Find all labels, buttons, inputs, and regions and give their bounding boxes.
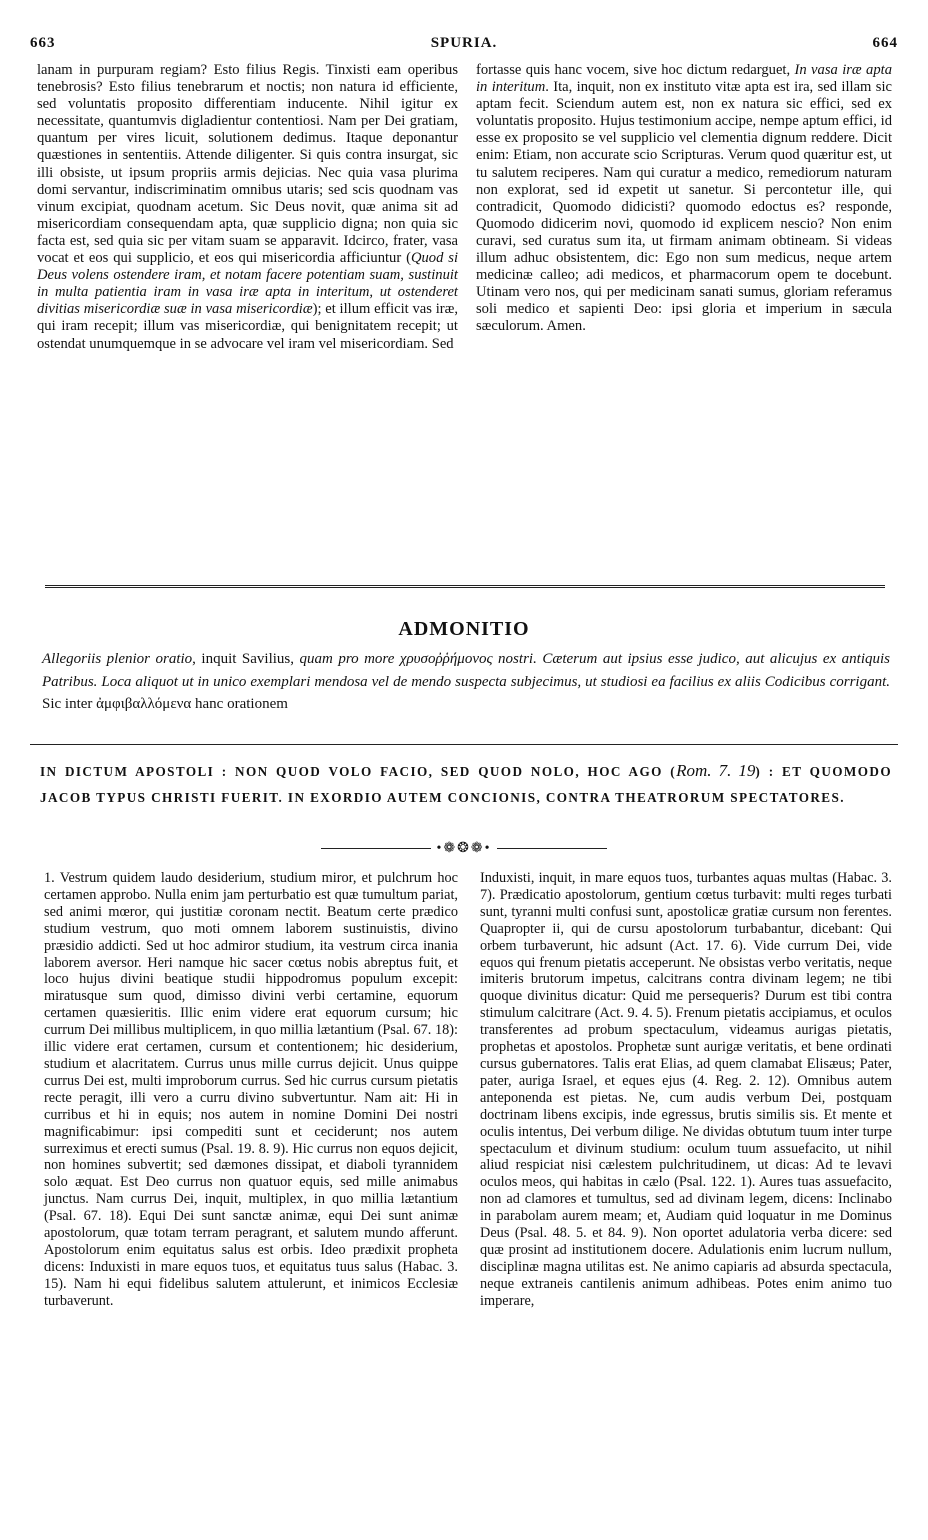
section-divider-rule — [45, 585, 885, 588]
bottom-left-column — [44, 870, 458, 1310]
ornament-line-right — [497, 848, 607, 849]
top-right-text — [476, 62, 892, 336]
admonitio-part-4: Sic inter ἀμφιβαλλόμενα hanc orationem — [42, 696, 288, 712]
top-right-body-2: . Ita, inquit, non ex instituto vitæ apta est ira, sed illam sic aptam fecit. Sciendum autem est, non ex natura sic effici, sed ex voluntatis proposito. Hujus testimonium accipe, nempe aptum effici, id esse ex proposito se vel supplicio vel clementia dignum reddere. Dicit enim: Etiam, non accurate scio Scripturas. Verum quod quæritur est, ut tu salutem reciperes. Nam qui curatur a medico, remediorum naturam non explorat, sed id expetit ut sanetur. Si percontetur ille, qui contradicit, Quomodo didicisti? quomodo edoctus es? responde, Quomodo didicerim novi, quomodo id explicem nescio? Non enim curavi, sed curatus sum ita, ut firmam animam obtineam. Si videas illum adhuc obsistentem, dic: Ego non sum medicus, neque artem medicinæ calleo; adi medicos, et pharmacorum opem te docebunt. Utinam vero nos, qui per medicinam sanati sumus, gloriam referamus soli medico et sapienti Deo: ipsi gloria et imperium in sæcula sæculorum. Amen. — [476, 79, 892, 335]
top-left-quote: Quod si Deus volens ostendere iram, et notam facere potentiam suam, sustinuit in multa patientia iram in vasa iræ apta in interitum, ut ostenderet divitias misericordiæ suæ in vasa misericordiæ — [37, 250, 458, 318]
sermon-title — [40, 758, 892, 811]
top-left-body: lanam in purpuram regiam? Esto filius Regis. Tinxisti eam operibus tenebrosis? Esto filius tenebrarum et noctis; non natura id efficiente, sed voluntatis proposito differentiam inducente. Nihil igitur ex necessitate, quantumvis digladientur contentiosi. Nam per Dei gratiam, quantum per vires licuit, solutionem dedimus. Itaque deponantur quæstiones in sententiis. Attende diligenter. Si quis contra insurgat, sic illi obsiste, ut ipsum propriis armis dejicias. Nec quia vasa plurima domi servantur, indiscriminatim omnibus utaris; sed scis quodnam vas vinum excipiat, quodnam acetum. Sic Deus novit, quæ anima sit ad misericordiam consequendam apta, quæ supplicio digna; non quia sic facta est, sed quia sic per vitam suam se apparavit. Idcirco, frater, vasa vocat et eos qui supplicio, et eos qui misericordia afficiuntur ( — [37, 62, 458, 267]
top-left-tail: ); et illum efficit vas iræ, qui iram recepit; illum vas misericordiæ, qui benignitatem recepit; ut ostendat unumquemque in se advocare vel iram vel misericordiam. Sed — [37, 301, 458, 352]
admonitio-part-2: , inquit Savilius, — [192, 651, 300, 667]
ornament-line-left — [321, 848, 431, 849]
top-left-text — [37, 62, 458, 353]
sermon-title-part-2: ) : ET QUOMODO JACOB TYPUS CHRISTI FUERIT. IN EXORDIO AUTEM CONCIONIS, CONTRA THEATRORUM SPECTATORES. — [40, 764, 892, 805]
right-page-number: 664 — [872, 35, 898, 51]
bottom-left-text: 1. Vestrum quidem laudo desiderium, studium miror, et pulchrum hoc certamen approbo. Nulla enim jam perturbatio est quæ tumultum pariat, sed animi mœror, qui justitiæ coronam nectit. Beatum certe prædico studium vestrum, quo moti omnem laborem sustinuistis, divino præsidio addicti. Sed ut hoc admiror studium, ita vestrum circa inania laborem aversor. Heri namque hic sacer cœtus nobis abreptus fuit, et loco hujus divini beatique studii hippodromus populum excepit: miratusque sum quod, dimisso divini verbi certamine, equorum certamen quæsieritis. Illic enim videre erat equorum cursum; hic currum Dei millibus multiplicem, in quo millia lætantium (Psal. 67. 18): illic videre erat certamen, cursum et contentionem; hic desiderium, studium et alacritatem. Currus unus mille currus dejicit. Unus quippe currus Dei est, multi improborum currus. Sed hic currus cursum pietatis recte peragit, illi vero a curru divino subvertuntur. Nam ait: Hi in curribus et hi in equis; nos autem in nomine Domini Dei nostri magnificabimur: ipsi compediti sunt et ceciderunt; nos autem surreximus et erecti sumus (Psal. 19. 8. 9). Hic currus non equos dejicit, non homines subvertit; sed dæmones dissipat, et diaboli tyrannidem solo æquat. Est Deo currus non quatuor equis, sed mille animabus junctus. Nam currus Dei, inquit, multiplex, in quo millia lætantium (Psal. 67. 18). Equi Dei sunt sanctæ animæ, equi Dei sunt animæ apostolorum, quæ totam terram peragrant, et salutem mundo afferunt. Apostolorum enim equitatus salus est orbis. Ideo prædixit propheta dicens: Induxisti in mare equos tuos, et equitatus tuus salus (Habac. 3. 15). Nam hi equi fidelibus salutem attulerunt, et inimicos Ecclesiæ turbaverunt. — [44, 870, 458, 1309]
bottom-right-text: Induxisti, inquit, in mare equos tuos, turbantes aquas multas (Habac. 3. 7). Prædicatio apostolorum, gentium cœtus turbavit: multi reges turbati sunt, tyranni multi confusi sunt, apostolicæ gratiæ cursum non ferentes. Quapropter ii, qui de cursu apostolorum turbabantur, dicebant: Qui orbem turbaverunt, hic adsunt (Act. 17. 6). Vide currum Dei, vide equos qui frenum pietatis acceperunt. Ne obsistas verbo veritatis, neque imiteris brutorum impetus, calcitrans contra divinam legem; ne tibi quoque divinitus dicatur: Quid me persequeris? Durum est tibi contra stimulum calcitrare (Act. 9. 4. 5). Frenum pietatis accipiamus, et oculos transferentes ad probum spectaculum, videamus aurigas pietatis, prophetas et apostolos. Prophetæ sunt aurigæ veritatis, et bene ordinati cursus gubernatores. Talis erat Elias, ad quem clamabat Elisæus; Pater, pater, auriga Israel, et eques ejus (4. Reg. 2. 12). Omnibus autem anteponenda est pietas. Ne, cum audis verbum Dei, postquam doctrinam libens excipis, inde egressus, brutis similis sis. Et mente et oculis intentus, Dei verbum dilige. Ne dividas obtutum tuum inter turpe spectaculum et divinum studium: oculum tuum assuefacito, ut nihil aliud respiciat nisi cælestem pulchritudinem, ut dicas: Ad te levavi oculos meos, qui habitas in cælo (Psal. 122. 1). Aures tuas assuefacito, non ad clamores et tumultus, sed ad divinam legem, dicens: Inclinabo in parabolam aurem meam; et, Audiam quid loquatur in me Dominus Deus (Psal. 48. 5. et 84. 9). Non oportet adulatoria verba dicere: sed quæ prosint ad institutionem docere. Adulationis enim lucrum nullum, disciplinæ magna utilitas est. Ne animo capiaris ad absurda spectacula, neque extraneis cantilenis animum adhibeas. Potes enim animo tuo imperare, — [480, 870, 892, 1309]
running-header — [30, 35, 898, 57]
admonitio-title: ADMONITIO — [398, 618, 530, 640]
top-left-column — [37, 62, 458, 353]
top-right-body-1: fortasse quis hanc vocem, sive hoc dictum redarguet, — [476, 62, 795, 78]
admonitio-part-1: Allegoriis plenior oratio — [42, 651, 193, 667]
bottom-right-column — [480, 870, 892, 1310]
sermon-title-part-1: IN DICTUM APOSTOLI : NON QUOD VOLO FACIO, SED QUOD NOLO, HOC AGO ( — [40, 764, 677, 779]
admonitio-part-3: quam pro more χρυσοῤῥήμονος nostri. Cæterum aut ipsius esse judico, aut alicujus ex antiquis Patribus. Loca aliquot ut in unico exemplari mendosa vel de mendo suspecta subjecimus, ut studiosi ea facilius ex aliis Codicibus corrigant. — [42, 651, 891, 690]
admonitio-text — [42, 648, 890, 716]
running-title: SPURIA. — [430, 35, 498, 51]
ornament-divider — [0, 840, 928, 857]
top-right-column — [476, 62, 892, 336]
left-page-number: 663 — [30, 35, 56, 51]
sermon-title-reference: Rom. 7. 19 — [676, 761, 756, 780]
top-right-quote: In vasa iræ apta in interitum — [476, 62, 893, 96]
ornament-glyph: •❁❂❁• — [436, 841, 492, 856]
subhead-rule — [30, 744, 898, 745]
